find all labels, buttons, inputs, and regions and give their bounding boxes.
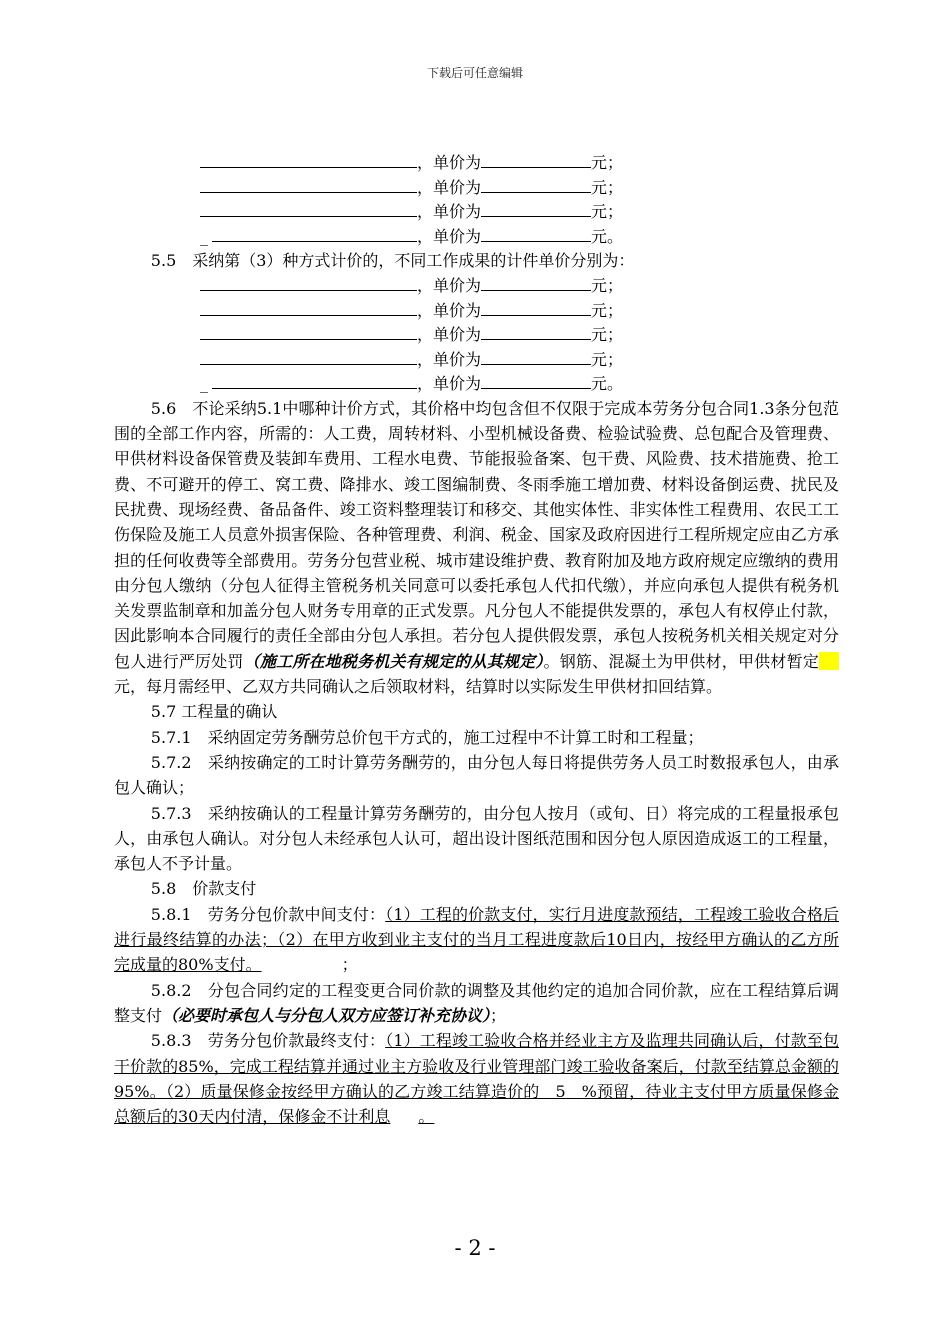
unit-price-label: ，单价为 — [417, 177, 482, 197]
unit-yuan-label: 元； — [591, 325, 624, 345]
blank-line — [481, 298, 591, 316]
clause-5-7-2: 5.7.2 采纳按确定的工时计算劳务酬劳的，由分包人每日将提供劳务人员工时数报承包人，由承包人确认； — [114, 752, 839, 798]
unit-yuan-label: 元。 — [591, 226, 624, 246]
blank-line — [200, 175, 417, 193]
blank-line — [481, 199, 591, 217]
highlighted-blank — [819, 652, 839, 670]
unit-yuan-label: 元。 — [591, 374, 624, 394]
fill-line — [114, 273, 839, 298]
clause-5-8-1: 5.8.1 劳务分包价款中间支付：（1）工程的价款支付，实行月进度款预结，工程竣工验收合格后进行最终结算的办法；（2）在甲方收到业主支付的当月工程进度款后10日内，按经甲方确认的乙方所完成量的80%支付。 ； — [114, 904, 840, 975]
blank-line — [481, 224, 591, 242]
unit-price-label: ，单价为 — [417, 276, 482, 296]
blank-line — [212, 224, 417, 242]
blank-line — [200, 199, 417, 217]
lead-mark: _ — [200, 226, 208, 246]
clause-5-7-1: 5.7.1 采纳固定劳务酬劳总价包干方式的，施工过程中不计算工时和工程量； — [150, 727, 704, 747]
page-header: 下载后可任意编辑 — [426, 66, 523, 80]
fill-line — [114, 322, 839, 347]
unit-price-label: ，单价为 — [417, 325, 482, 345]
blank-line — [200, 150, 417, 168]
blank-line — [200, 298, 417, 316]
unit-price-label: ，单价为 — [417, 349, 482, 369]
unit-price-label: ，单价为 — [417, 374, 482, 394]
unit-yuan-label: 元； — [591, 177, 624, 197]
unit-yuan-label: 元； — [591, 349, 624, 369]
blank-line — [481, 322, 591, 340]
unit-yuan-label: 元； — [591, 202, 624, 221]
document-body — [114, 150, 839, 1129]
blank-line — [200, 322, 417, 340]
clause-5-8: 5.8 价款支付 — [150, 879, 257, 899]
clause-5-8-2: 5.8.2 分包合同约定的工程变更合同价款的调整及其他约定的追加合同价款，应在工程结算后调整支付（必要时承包人与分包人双方应签订补充协议）； — [114, 980, 839, 1025]
fill-line — [114, 347, 839, 372]
retention-percent: 5 — [555, 1081, 566, 1101]
unit-price-label: ，单价为 — [417, 226, 482, 246]
page-number: - 2 - — [454, 1236, 496, 1260]
lead-mark: _ — [200, 374, 208, 394]
unit-yuan-label: 元； — [591, 153, 624, 172]
unit-price-label: ，单价为 — [417, 153, 482, 172]
clause-5-7-3: 5.7.3 采纳按确认的工程量计算劳务酬劳的，由分包人按月（或旬、日）将完成的工程量报承包人，由承包人确认。对分包人未经承包人认可，超出设计图纸范围和因分包人原因造成返工的工程量，承包人不予计量。 — [114, 803, 839, 874]
blank-line — [481, 273, 591, 291]
fill-line — [114, 224, 839, 249]
blank-line — [212, 371, 417, 389]
clause-5-7: 5.7 工程量的确认 — [150, 702, 278, 722]
unit-price-label: ，单价为 — [417, 202, 482, 221]
fill-line — [114, 175, 839, 200]
blank-line — [481, 347, 591, 365]
clause-5-6: 5.6 不论采纳5.1中哪种计价方式，其价格中均包含但不仅限于完成本劳务分包合同1.3条分包范围的全部工作内容，所需的：人工费，周转材料、小型机械设备费、检验试验费、总包配合及管理费、甲供材料设备保管费及装卸车费用、工程水电费、节能报验备案、包干费、风险费、技术措施费、抢工费、不可避开的停工、窝工费、降排水、竣工图编制费、冬雨季施工增加费、材料设备倒运费、扰民及民扰费、现场经费、备品备件、竣工资料整理装订和移交、其他实体性、非实体性工程费用、农民工工伤保险及施工人员意外损害保险、各种管理费、利润、税金、国家及政府因进行工程所规定应由乙方承担的任何收费等全部费用。劳务分包营业税、城市建设维护费、教育附加及地方政府规定应缴纳的费用由分包人缴纳（分包人征得主管税务机关同意可以委托承包人代扣代缴），并应向承包人提供有税务机关发票监制章和加盖分包人财务专用章的正式发票。凡分包人不能提供发票的，承包人有权停止付款，因此影响本合同履行的责任全部由分包人承担。若分包人提供假发票，承包人按税务机关相关规定对分包人进行严厉处罚（施工所在地税务机关有规定的从其规定）。钢筋、混凝土为甲供材，甲供材暂定元，每月需经甲、乙双方共同确认之后领取材料，结算时以实际发生甲供材扣回结算。 — [114, 398, 839, 697]
unit-yuan-label: 元； — [591, 276, 624, 296]
clause-5-5: 5.5 采纳第（3）种方式计价的，不同工作成果的计件单价分别为： — [150, 251, 635, 270]
blank-line — [481, 150, 591, 168]
blank-line — [200, 273, 417, 291]
blank-line — [481, 371, 591, 389]
fill-line — [114, 371, 839, 396]
unit-yuan-label: 元； — [591, 300, 624, 320]
fill-line — [114, 298, 839, 323]
unit-price-label: ，单价为 — [417, 300, 482, 320]
fill-line — [114, 199, 839, 224]
clause-5-8-3: 5.8.3 劳务分包价款最终支付：（1）工程竣工验收合格并经业主方及监理共同确认后，付款至包干价款的85%，完成工程结算并通过业主方验收及行业管理部门竣工验收备案后，付款至结算总金额的95%。（2）质量保修金按经甲方确认的乙方竣工结算造价的 5 %预留，待业主支付甲方质量保修金总额后的30天内付清，保修金不计利息 。 — [114, 1031, 840, 1127]
fill-line — [114, 150, 839, 175]
blank-line — [200, 347, 417, 365]
blank-line — [481, 175, 591, 193]
